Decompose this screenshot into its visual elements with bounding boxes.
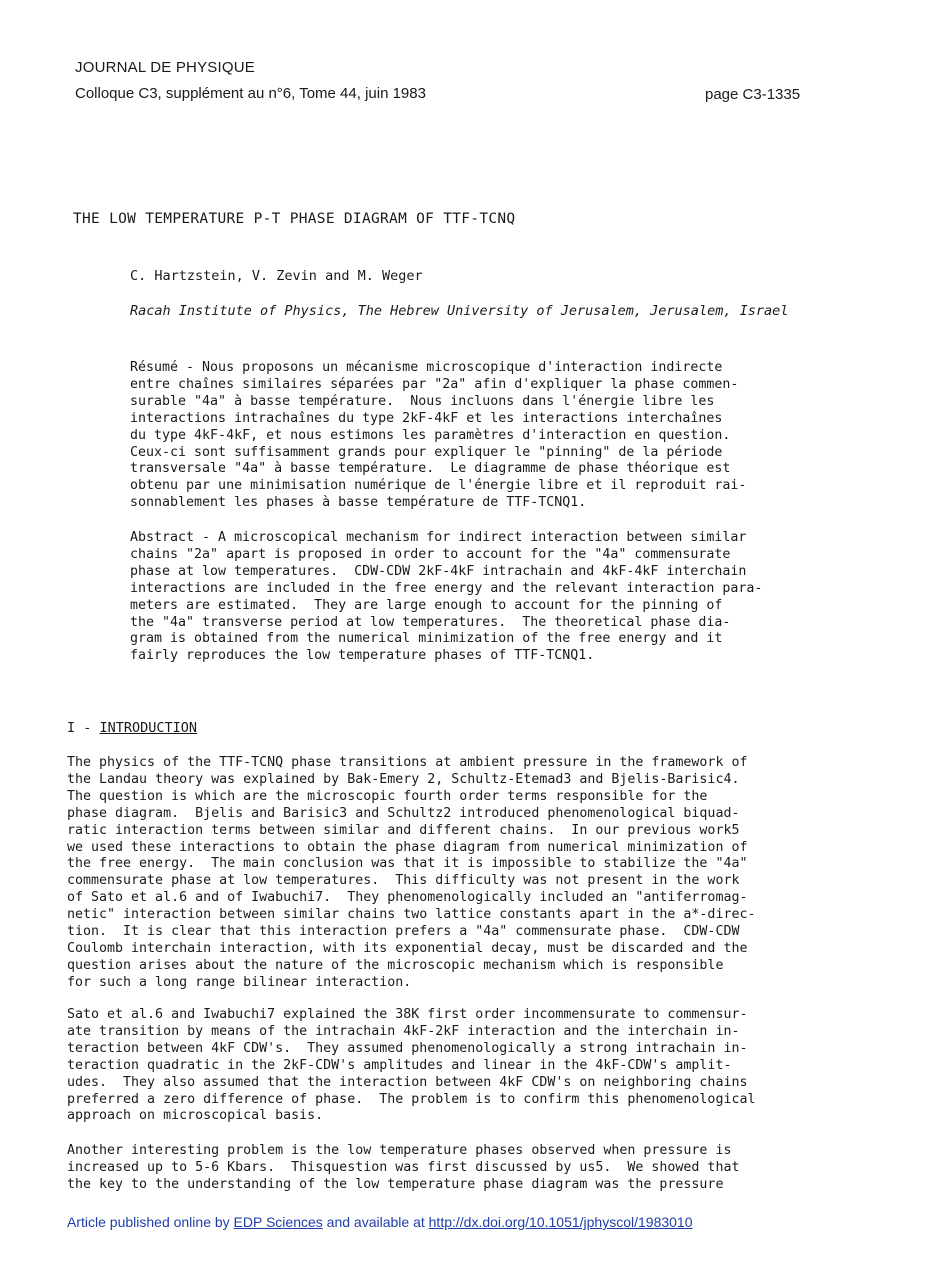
body-paragraph-3: Another interesting problem is the low temperature phases observed when pressure is increased up to 5-6 Kbars. Thisquestion was first discussed by us5. We showed that the key to the understanding of the low temperature phase diagram was the pressure [67, 1143, 740, 1192]
body-paragraph-1: The physics of the TTF-TCNQ phase transitions at ambient pressure in the framework of the Landau theory was explained by Bak-Emery 2, Schultz-Etemad3 and Bjelis-Barisic4. The question is which are the microscopic fourth order terms responsible for the phase diagram. Bjelis and Barisic3 and Schultz2 introduced phenomenological biquad- ratic interaction terms between similar and different chains. In our previous work5 we used these interactions to obtain the phase diagram from numerical minimization of the free energy. The main conclusion was that it is impossible to stabilize the "4a" commensurate phase at low temperatures. This difficulty was not present in the work of Sato et al.6 and of Iwabuchi7. They phenomenologically included an "antiferromag- netic" interaction between similar chains two lattice constants apart in the a*-direc- tion. It is clear that this interaction prefers a "4a" commensurate phase. CDW-CDW Coulomb interchain interaction, with its exponential decay, must be discarded and the question arises about the nature of the microscopic mechanism which is responsible for such a long range bilinear interaction. [67, 755, 756, 990]
body-paragraph-2: Sato et al.6 and Iwabuchi7 explained the 38K first order incommensurate to commensur- ate transition by means of the intrachain 4kF-2kF interaction and the interchain in- teraction between 4kF CDW's. They assumed phenomenologically a strong intrachain in- teraction quadratic in the 2kF-CDW's amplitudes and linear in the 4kF-CDW's amplit- udes. They also assumed that the interaction between 4kF CDW's on neighboring chains preferred a zero difference of phase. The problem is to confirm this phenomenological approach on microscopical basis. [67, 1007, 756, 1124]
article-affiliation: Racah Institute of Physics, The Hebrew University of Jerusalem, Jerusalem, Israel [130, 303, 789, 319]
resume-paragraph: Résumé - Nous proposons un mécanisme microscopique d'interaction indirecte entre chaînes similaires séparées par "2a" afin d'expliquer la phase commen- surable "4a" à basse température. Nous incluons dans l'énergie libre les interactions intrachaînes du type 2kF-4kF et les interactions interchaînes du type 4kF-4kF, et nous estimons les paramètres d'interaction en question. Ceux-ci sont suffisamment grands pour expliquer le "pinning" de la période transversale "4a" à basse température. Le diagramme de phase théorique est obtenu par une minimisation numérique de l'énergie libre et il reproduit rai- sonnablement les phases à basse température de TTF-TCNQ1. [130, 360, 747, 511]
publication-footer [67, 1214, 693, 1230]
abstract-paragraph: Abstract - A microscopical mechanism for indirect interaction between similar chains "2a" apart is proposed in order to account for the "4a" commensurate phase at low temperatures. CDW-CDW 2kF-4kF intrachain and 4kF-4kF interchain interactions are included in the free energy and the relevant interaction para- meters are estimated. They are large enough to account for the pinning of the "4a" transverse period at low temperatures. The theoretical phase dia- gram is obtained from the numerical minimization of the free energy and it fairly reproduces the low temperature phases of TTF-TCNQ1. [130, 530, 763, 664]
section-number: I - [67, 720, 100, 736]
journal-name: JOURNAL DE PHYSIQUE [75, 59, 255, 76]
page-number: page C3-1335 [705, 86, 801, 103]
section-title: INTRODUCTION [99, 720, 198, 736]
article-authors: C. Hartzstein, V. Zevin and M. Weger [130, 268, 423, 284]
section-heading [67, 720, 197, 736]
publisher-link[interactable]: EDP Sciences [233, 1214, 323, 1230]
doi-link[interactable]: http://dx.doi.org/10.1051/jphyscol/1983010 [428, 1214, 693, 1230]
footer-prefix: Article published online by [67, 1214, 234, 1230]
article-title: THE LOW TEMPERATURE P-T PHASE DIAGRAM OF TTF-TCNQ [73, 211, 516, 227]
issue-info: Colloque C3, supplément au n°6, Tome 44, juin 1983 [75, 85, 426, 102]
footer-middle: and available at [322, 1214, 429, 1230]
